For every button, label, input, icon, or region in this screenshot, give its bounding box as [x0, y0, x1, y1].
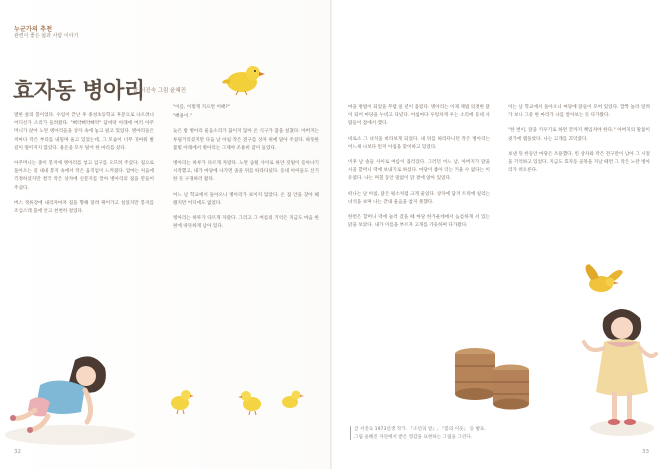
paragraph: 이후 날 솔들 사이로 여름이 흘러갔다. 그러던 어느 날, 아버지가 닭을 시골 할머니 댁에 보내기로 하셨다. 마당이 좁아 더는 키울 수 없다는 이유였다. 나는 며칠 동안 말없이 닭 곁에 앉아 있었다. [348, 160, 490, 182]
chicks-illustration [160, 378, 310, 418]
paragraph: 아주머니는 종이 봉지에 병아리를 넣고 입구를 오므려 주셨다. 집으로 돌아오는 길 내내 봉지 속에서 작은 움직임이 느껴졌다. 엄마는 처음에 걱정하셨지만 결국 작은 상자에 신문지를 깔아 병아리의 집을 만들어 주셨다. [14, 161, 154, 191]
paragraph: 열한 살의 봄이었다. 수업이 끝난 후 종성초등학교 후문으로 나오려니 어디선가 소리가 들려왔다. "삐약삐약삐약" 담벼락 아래에 여러 아주머니가 앉아 노란 병아리들을 상자 속에 놓고 팔고 있었다. 병아리들은 저마다 작은 부리를 내밀며 울고 있었는데, 그 모습이 너무 귀여워 발길이 떨어지지 않았다. 용돈을 모두 털어 한 마리를 샀다. [14, 113, 154, 151]
page-number-right: 33 [642, 449, 649, 455]
paragraph: "삐용이." [173, 114, 192, 120]
caption-line-1: 글 서진숙 1973년생 작가. 『소년의 달』, 『봄의 이웃』 등 발표. [354, 427, 486, 432]
page-number-left: 32 [14, 449, 21, 455]
paragraph: 이는 날 학교에서 돌아오니 마당에 닭들이 모여 있었다. 깜짝 놀라 달려가 보니 그중 한 마리가 나를 알아보는 듯 다가왔다. [508, 105, 650, 119]
caption-line-2: 그림 윤혜진 자연에서 받은 영감을 표현하는 그림을 그린다. [354, 435, 473, 440]
author-caption [350, 426, 486, 442]
paragraph: 보낸 뒤 한동안 마당은 조용했다. 빈 상자와 작은 전구만이 남아 그 시절을 기억하고 있었다. 지금도 효자동 골목을 지날 때면 그 작은 노란 병아리가 떠오른다. [508, 151, 650, 174]
crawling-child-illustration [0, 340, 140, 450]
paragraph: 버스 정류장에 내리자마자 집을 향해 달려 뛰어가고 싶었지만 봉지를 조심스레 품에 안고 천천히 걸었다. [14, 200, 154, 215]
barrels-illustration [447, 340, 537, 415]
right-column-1 [348, 104, 490, 237]
paragraph: 한번은 할머니 댁에 놀러 갔을 때 마당 한가운데에서 늠름하게 서 있는 닭을 보았다. 내가 이름을 부르자 고개를 갸웃하며 다가왔다. [348, 215, 490, 229]
paragraph: 병아리는 하루가 다르게 자랐다. 노란 솜털 사이로 하얀 깃털이 돋아나기 시작했고, 내가 마당에 나가면 졸졸 뒤를 따라다녔다. 동네 아이들도 신기한 듯 구경하러 왔다. [173, 161, 319, 183]
article-byline: 글 서진숙 그림 윤혜진 [133, 88, 187, 94]
left-page [0, 0, 331, 469]
left-column-2 [173, 104, 319, 238]
right-page [332, 0, 663, 469]
section-subtitle: 관련이 좋은 삶과 사람 이야기 [14, 33, 79, 39]
article-title: 효자동 병아리 [13, 79, 145, 104]
paragraph: 늦은 밤 병아리 울음소리가 끊이지 않아 온 식구가 잠을 설쳤다. 아버지는 투덜거리셨지만 다음 날 아침 작은 전구를 상자 위에 달아 주셨다. 따뜻한 불빛 아래에서 병아리는 그제야 조용히 잠이 들었다. [173, 129, 319, 151]
paragraph: 어느 날 학교에서 돌아오니 병아리가 보이지 않았다. 온 집 안을 찾아 헤맸지만 어디에도 없었다. [173, 192, 319, 206]
paragraph: "이름, 이렇게 지으면 어때?" [173, 105, 230, 110]
chick-illustration [220, 60, 266, 96]
paragraph: 비로소 그 녀석을 바라보게 되었다. 내 뒤를 따라다니던 작은 병아리는 어느새 나보다 먼저 아침을 맞이하고 있었다. [348, 136, 490, 150]
left-column-1 [14, 112, 154, 223]
paragraph: 병아리는 하루가 다르게 자랐다. 그리고 그 여름의 기억은 지금도 마음 한편에 따뜻하게 남아 있다. [173, 216, 319, 230]
right-column-2 [508, 104, 650, 182]
paragraph: 떠나는 날 아침, 닭은 평소처럼 크게 울었다. 상자에 담겨 트럭에 실리는 녀석을 보며 나는 끝내 울음을 참지 못했다. [348, 191, 490, 205]
flying-bird-illustration [577, 262, 627, 302]
caption-divider [350, 426, 351, 440]
standing-child-illustration [582, 300, 662, 440]
paragraph: 마을 방범이 되었을 무렵 일 년이 흘렀다. 병아리는 이제 제법 의젓한 닭이 되어 마당을 누비고 다녔다. 아침마다 우렁차게 우는 소리에 동네 사람들이 잠에서 깼다. [348, 105, 490, 127]
section-kicker: 누군가의 추천 [14, 26, 53, 33]
paragraph: "한 번이, 닭을 키우기로 하면 끝까지 책임져야 한다." 아버지의 말씀이 귓가에 맴돌았다. 나는 고개를 끄덕였다. [508, 128, 650, 142]
